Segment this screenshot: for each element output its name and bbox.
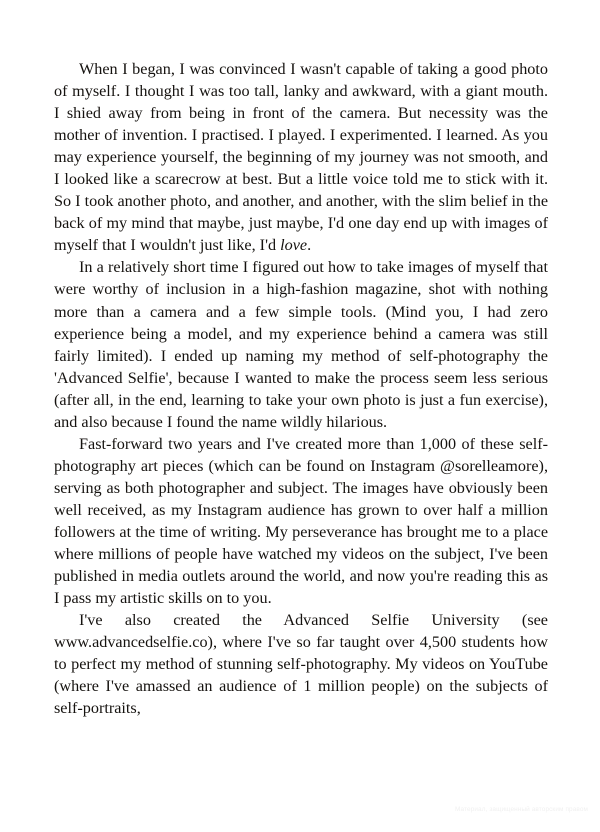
paragraph-4 (54, 609, 548, 719)
paragraph-1-text: When I began, I was convinced I wasn't capable of taking a good photo of myself. I thought I was too tall, lanky and awkward, with a giant mouth. I shied away from being in front of the camera. But necessity was the mother of invention. I practised. I played. I experimented. I learned. As you may experience yourself, the beginning of my journey was not smooth, and I looked like a scarecrow at best. But a little voice told me to stick with it. So I took another photo, and another, and another, with the slim belief in the back of my mind that maybe, just maybe, I'd one day end up with images of myself that I wouldn't just like, I'd (54, 60, 548, 255)
body-text-column (54, 58, 548, 719)
paragraph-2-text: In a relatively short time I figured out how to take images of myself that were worthy of inclusion in a high-fashion magazine, shot with nothing more than a camera and a few simple tools. (Mind you, I had zero experience being a model, and my experience behind a camera was still fairly limited). I ended up naming my method of self-photography the 'Advanced Selfie', because I wanted to make the process seem less serious (after all, in the end, learning to take your own photo is just a fun exercise), and also because I found the name wildly hilarious. (54, 258, 548, 431)
paragraph-3-text: Fast-forward two years and I've created more than 1,000 of these self-photography art pieces (which can be found on Instagram @sorelleamore), serving as both photographer and subject. The images have obviously been well received, as my Instagram audience has grown to over half a million followers at the time of writing. My perseverance has brought me to a place where millions of people have watched my videos on the subject, I've been published in media outlets around the world, and now you're reading this as I pass my artistic skills on to you. (54, 434, 548, 608)
copyright-watermark: Материал, защищенный авторским правом (455, 806, 589, 813)
paragraph-1-tail: . (307, 236, 312, 255)
paragraph-2 (54, 256, 548, 432)
paragraph-3 (54, 433, 548, 609)
paragraph-1 (54, 58, 548, 256)
paragraph-1-emphasis: love (280, 236, 308, 255)
paragraph-4-text: I've also created the Advanced Selfie University (see www.advancedselfie.co), where I've so far taught over 4,500 students how to perfect my method of stunning self-photography. My videos on YouTube (where I've amassed an audience of 1 million people) on the subjects of self-portraits, (54, 611, 548, 718)
